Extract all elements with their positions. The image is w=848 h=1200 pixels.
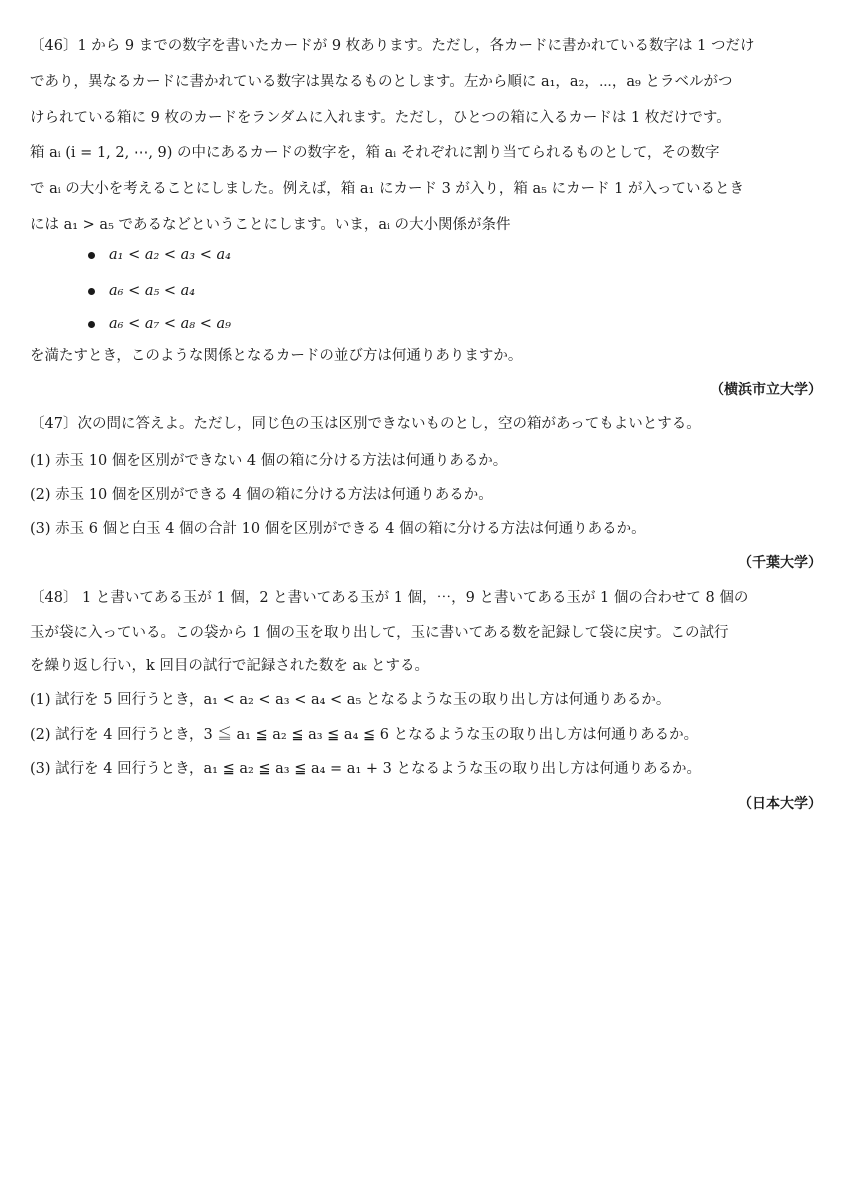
problem-47-item: (1) 赤玉 10 個を区別ができない 4 個の箱に分ける方法は何通りあるか。 [30, 453, 508, 469]
condition-item [88, 245, 231, 265]
condition-item [88, 314, 231, 334]
bullet-icon [88, 252, 95, 259]
condition-text: a₁ < a₂ < a₃ < a₄ [109, 247, 231, 263]
problem-46-line: けられている箱に 9 枚のカードをランダムに入れます。ただし，ひとつの箱に入るカードは 1 枚だけです。 [30, 110, 731, 126]
problem-48-item: (1) 試行を 5 回行うとき，a₁ < a₂ < a₃ < a₄ < a₅ となるような玉の取り出し方は何通りあるか。 [30, 692, 671, 708]
problem-46-line: 〔46〕1 から 9 までの数字を書いたカードが 9 枚あります。ただし，各カードに書かれている数字は 1 つだけ [30, 38, 755, 54]
problem-48-line: 〔48〕 1 と書いてある玉が 1 個，2 と書いてある玉が 1 個，⋯，9 と書いてある玉が 1 個の合わせて 8 個の [30, 590, 749, 606]
bullet-icon [88, 321, 95, 328]
condition-text: a₆ < a₇ < a₈ < a₉ [109, 316, 231, 332]
problem-48-item: (3) 試行を 4 回行うとき，a₁ ≦ a₂ ≦ a₃ ≦ a₄ = a₁ + 3 となるような玉の取り出し方は何通りあるか。 [30, 761, 701, 777]
source-chiba: （千葉大学） [738, 555, 822, 571]
source-yokohama: （横浜市立大学） [710, 382, 822, 398]
bullet-icon [88, 288, 95, 295]
problem-48-line: を繰り返し行い，k 回目の試行で記録された数を aₖ とする。 [30, 658, 430, 674]
problem-47-item: (2) 赤玉 10 個を区別ができる 4 個の箱に分ける方法は何通りあるか。 [30, 487, 493, 503]
problem-46-question: を満たすとき，このような関係となるカードの並び方は何通りありますか。 [30, 348, 523, 364]
problem-47-intro: 〔47〕次の問に答えよ。ただし，同じ色の玉は区別できないものとし，空の箱があってもよいとする。 [30, 416, 701, 432]
problem-48-item: (2) 試行を 4 回行うとき，3 ≦ a₁ ≦ a₂ ≦ a₃ ≦ a₄ ≦ 6 となるような玉の取り出し方は何通りあるか。 [30, 727, 699, 743]
problem-46-line: で aᵢ の大小を考えることにしました。例えば，箱 a₁ にカード 3 が入り，箱 a₅ にカード 1 が入っているとき [30, 181, 745, 197]
problem-47-item: (3) 赤玉 6 個と白玉 4 個の合計 10 個を区別ができる 4 個の箱に分ける方法は何通りあるか。 [30, 521, 646, 537]
problem-46-line: 箱 aᵢ (i = 1, 2, ⋯, 9) の中にあるカードの数字を，箱 aᵢ それぞれに割り当てられるものとして，その数字 [30, 145, 720, 161]
problem-46-line: には a₁ > a₅ であるなどということにします。いま，aᵢ の大小関係が条件 [30, 217, 511, 233]
problem-48-line: 玉が袋に入っている。この袋から 1 個の玉を取り出して，玉に書いてある数を記録して袋に戻す。この試行 [30, 625, 729, 641]
problem-46-line: であり，異なるカードに書かれている数字は異なるものとします。左から順に a₁，a₂，⋯，a₉ とラベルがつ [30, 74, 733, 90]
condition-item [88, 281, 195, 301]
condition-text: a₆ < a₅ < a₄ [109, 283, 196, 299]
source-nihon: （日本大学） [738, 796, 822, 812]
